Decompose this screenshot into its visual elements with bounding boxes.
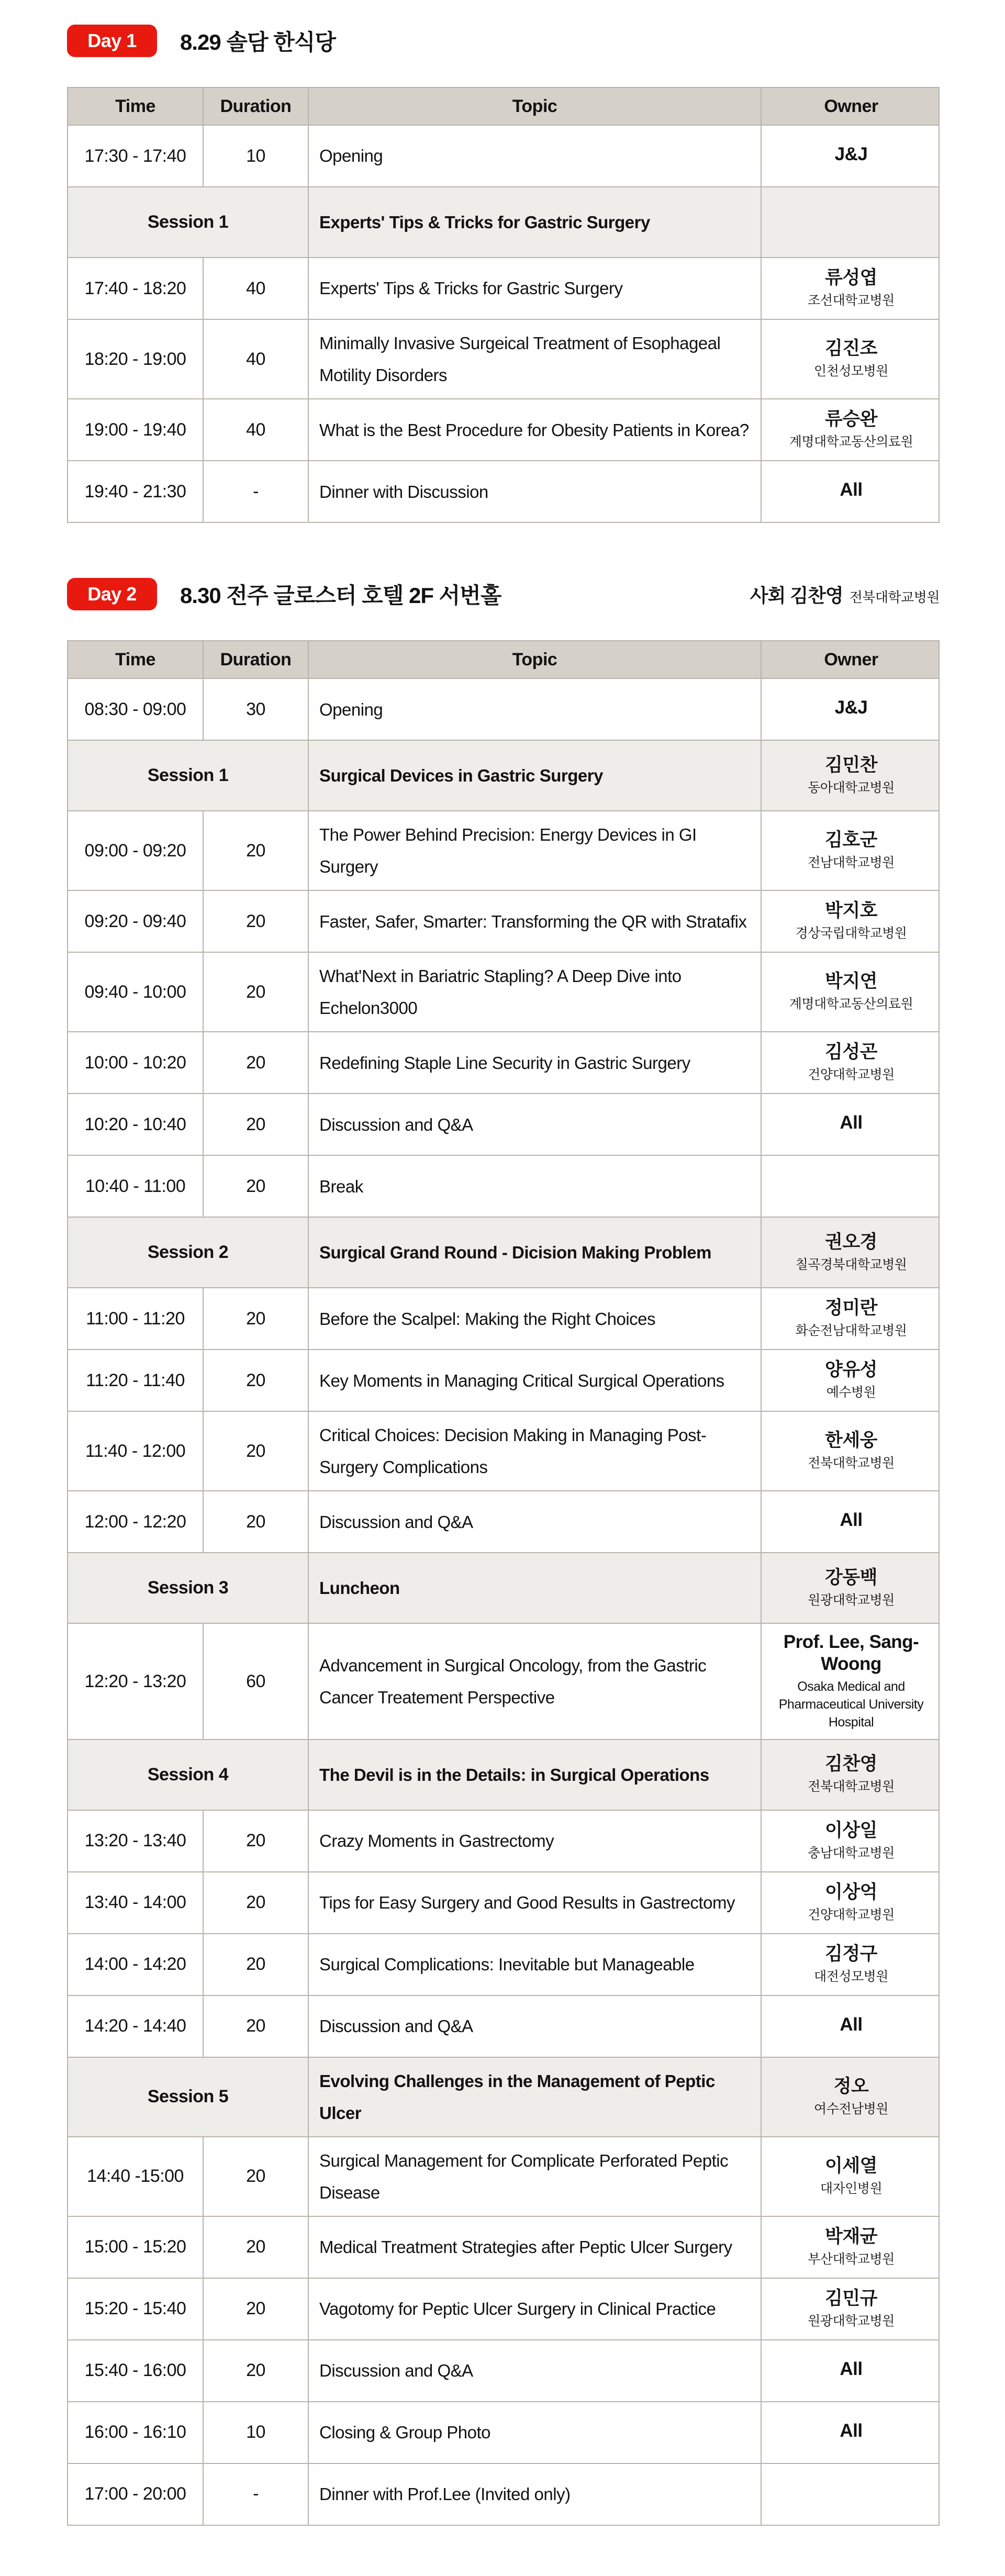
owner-hospital: 화순전남대학교병원: [795, 1323, 907, 1339]
topic-cell: Vagotomy for Peptic Ulcer Surgery in Clinical Practice: [308, 2279, 761, 2339]
owner-name: Prof. Lee, Sang-Woong: [783, 1632, 919, 1675]
owner-cell: [761, 1740, 941, 1810]
owner-name: All: [840, 479, 863, 500]
session-label-cell: Session 1: [147, 212, 229, 232]
time-cell: 09:00 - 09:20: [84, 840, 186, 861]
duration-cell: 30: [203, 679, 308, 740]
agenda-page: [0, 24, 1005, 2526]
owner-name: 이상억: [825, 1881, 877, 1902]
owner-hospital: 계명대학교동산의료원: [789, 997, 913, 1012]
session-topic-cell: The Devil is in the Details: in Surgical Operations: [308, 1740, 761, 1810]
owner-name: 박재균: [825, 2226, 877, 2247]
table-row: [68, 2216, 939, 2278]
table-row: [68, 2339, 939, 2401]
session-label-cell: Session 3: [147, 1578, 229, 1598]
duration-cell: 20: [203, 1156, 308, 1217]
owner-hospital: 전남대학교병원: [808, 855, 895, 871]
owner-hospital: 충남대학교병원: [808, 1845, 895, 1860]
owner-cell: [761, 2464, 941, 2525]
topic-cell: Crazy Moments in Gastrectomy: [308, 1811, 761, 1871]
time-cell: 19:00 - 19:40: [84, 419, 186, 440]
duration-cell: -: [203, 461, 308, 522]
owner-name: 박지연: [825, 971, 877, 992]
duration-cell: -: [203, 2464, 308, 2525]
time-cell: 15:20 - 15:40: [84, 2299, 186, 2319]
time-cell: 10:40 - 11:00: [85, 1176, 186, 1196]
time-cell: 11:20 - 11:40: [86, 1370, 185, 1390]
owner-cell: [761, 1811, 941, 1871]
moderator-hospital: 전북대학교병원: [849, 589, 940, 605]
table-row: [68, 1490, 939, 1552]
owner-name: 양유성: [825, 1359, 877, 1380]
owner-cell: [761, 2402, 941, 2463]
owner-name: J&J: [834, 697, 868, 718]
moderator-name: 사회 김찬영: [750, 584, 843, 606]
session-row: [68, 1552, 939, 1623]
duration-cell: 20: [203, 2279, 308, 2339]
owner-cell: [761, 1553, 941, 1623]
duration-cell: 20: [203, 2340, 308, 2401]
owner-name: 김진조: [825, 338, 877, 359]
table-row: [68, 890, 939, 952]
time-cell: 08:30 - 09:00: [84, 699, 186, 719]
topic-cell: Tips for Easy Surgery and Good Results in Gastrectomy: [308, 1872, 761, 1933]
duration-cell: 40: [203, 399, 308, 460]
time-cell: 16:00 - 16:10: [84, 2422, 186, 2443]
owner-name: 강동백: [825, 1567, 877, 1588]
topic-cell: Opening: [308, 126, 761, 186]
owner-name: 이상일: [825, 1820, 877, 1841]
day-2-header: [67, 577, 940, 611]
session-topic-cell: Experts' Tips & Tricks for Gastric Surgery: [308, 187, 761, 257]
table-row: [68, 1411, 939, 1490]
topic-cell: Dinner with Discussion: [308, 461, 761, 522]
table-row: [68, 1995, 939, 2057]
session-row: [68, 740, 939, 810]
owner-cell: [761, 1624, 941, 1738]
session-row: [68, 1217, 939, 1287]
owner-cell: [761, 891, 941, 952]
owner-hospital: 건양대학교병원: [808, 1907, 895, 1922]
owner-name: 박지호: [825, 900, 877, 921]
time-cell: 17:00 - 20:00: [84, 2484, 186, 2504]
day-2-schedule-table: [67, 640, 940, 2526]
topic-cell: Surgical Complications: Inevitable but Manageable: [308, 1934, 761, 1995]
topic-cell: Surgical Management for Complicate Perforated Peptic Disease: [308, 2137, 761, 2216]
owner-cell: [761, 2137, 941, 2216]
time-cell: 12:20 - 13:20: [84, 1671, 186, 1691]
owner-cell: [761, 1350, 941, 1411]
owner-hospital: 원광대학교병원: [808, 2313, 895, 2328]
owner-name: 김성곤: [825, 1042, 877, 1063]
table-row: [68, 1871, 939, 1933]
session-label-cell: Session 1: [147, 765, 229, 786]
owner-name: All: [840, 2420, 863, 2441]
owner-hospital: 예수병원: [826, 1385, 876, 1400]
topic-cell: Redefining Staple Line Security in Gastric Surgery: [308, 1032, 761, 1093]
table-row: [68, 1155, 939, 1217]
owner-cell: [761, 399, 941, 460]
time-cell: 09:20 - 09:40: [84, 911, 186, 931]
time-cell: 14:40 -15:00: [87, 2166, 184, 2187]
day-1-title: 8.29 솔담 한식당: [180, 30, 336, 54]
time-cell: 09:40 - 10:00: [84, 982, 186, 1002]
table-row: [68, 952, 939, 1031]
time-cell: 12:00 - 12:20: [84, 1511, 186, 1532]
time-cell: 10:00 - 10:20: [84, 1052, 186, 1073]
duration-cell: 20: [203, 1811, 308, 1871]
owner-cell: [761, 1996, 941, 2057]
duration-cell: 20: [203, 1350, 308, 1411]
table-row: [68, 1349, 939, 1411]
time-cell: 13:20 - 13:40: [84, 1831, 186, 1851]
table-header: [68, 88, 939, 125]
table-row: [68, 1031, 939, 1093]
topic-cell: What is the Best Procedure for Obesity Patients in Korea?: [308, 399, 761, 460]
owner-hospital: 칠곡경북대학교병원: [795, 1257, 907, 1272]
table-row: [68, 257, 939, 319]
table-row: [68, 2136, 939, 2216]
duration-cell: 20: [203, 1934, 308, 1995]
table-row: [68, 2463, 939, 2525]
duration-cell: 20: [203, 1288, 308, 1349]
owner-cell: [761, 1288, 941, 1349]
topic-cell: Closing & Group Photo: [308, 2402, 761, 2463]
owner-cell: [761, 953, 941, 1031]
owner-name: 김호군: [825, 830, 877, 851]
owner-cell: [761, 1412, 941, 1490]
owner-cell: [761, 1032, 941, 1093]
topic-cell: Critical Choices: Decision Making in Managing Post-Surgery Complications: [308, 1412, 761, 1490]
column-header-time: Time: [115, 96, 155, 116]
duration-cell: 20: [203, 1412, 308, 1490]
topic-cell: Before the Scalpel: Making the Right Choices: [308, 1288, 761, 1349]
time-cell: 17:40 - 18:20: [84, 278, 186, 298]
topic-cell: Minimally Invasive Surgeical Treatment of Esophageal Motility Disorders: [308, 320, 761, 398]
table-row: [68, 2401, 939, 2463]
owner-cell: [761, 1934, 941, 1995]
duration-cell: 40: [203, 258, 308, 319]
duration-cell: 20: [203, 953, 308, 1031]
table-row: [68, 810, 939, 890]
owner-hospital: 경상국립대학교병원: [795, 926, 907, 941]
owner-cell: [761, 187, 941, 257]
owner-cell: [761, 1491, 941, 1552]
table-row: [68, 2278, 939, 2339]
column-header-time: Time: [115, 649, 155, 670]
topic-cell: Medical Treatment Strategies after Peptic Ulcer Surgery: [308, 2217, 761, 2278]
day-2-section: [67, 577, 940, 2526]
duration-cell: 20: [203, 1094, 308, 1155]
table-header: [68, 641, 939, 678]
day-1-section: [67, 24, 940, 523]
topic-cell: Discussion and Q&A: [308, 1094, 761, 1155]
owner-name: 김찬영: [825, 1754, 877, 1775]
topic-cell: The Power Behind Precision: Energy Devices in GI Surgery: [308, 811, 761, 890]
session-label-cell: Session 4: [147, 1764, 229, 1785]
column-header-duration: Duration: [203, 88, 308, 125]
column-header-owner: Owner: [761, 88, 941, 125]
owner-hospital: 계명대학교동산의료원: [789, 434, 913, 450]
column-header-duration: Duration: [203, 641, 308, 678]
duration-cell: 20: [203, 811, 308, 890]
table-row: [68, 319, 939, 398]
table-body: [68, 125, 939, 522]
owner-cell: [761, 2217, 941, 2278]
owner-cell: [761, 1218, 941, 1287]
owner-name: 김민찬: [825, 754, 877, 775]
owner-name: 한세웅: [825, 1430, 877, 1451]
owner-name: All: [840, 2014, 863, 2035]
topic-cell: What'Next in Bariatric Stapling? A Deep Dive into Echelon3000: [308, 953, 761, 1031]
owner-name: All: [840, 2358, 863, 2379]
owner-cell: [761, 811, 941, 890]
time-cell: 13:40 - 14:00: [84, 1892, 186, 1913]
owner-name: 류승완: [825, 409, 877, 430]
column-header-owner: Owner: [761, 641, 941, 678]
time-cell: 11:00 - 11:20: [86, 1308, 185, 1329]
time-cell: 19:40 - 21:30: [84, 481, 186, 501]
duration-cell: 20: [203, 1996, 308, 2057]
owner-name: 류성엽: [825, 267, 877, 288]
time-cell: 14:00 - 14:20: [84, 1954, 186, 1975]
session-topic-cell: Evolving Challenges in the Management of Peptic Ulcer: [308, 2058, 761, 2136]
owner-hospital: 인천성모병원: [814, 364, 888, 379]
duration-cell: 20: [203, 1032, 308, 1093]
topic-cell: Break: [308, 1156, 761, 1217]
owner-hospital: 여수전남병원: [814, 2101, 888, 2116]
time-cell: 14:20 - 14:40: [84, 2016, 186, 2036]
moderator-note: [750, 581, 940, 608]
time-cell: 15:40 - 16:00: [84, 2360, 186, 2381]
table-row: [68, 1810, 939, 1871]
topic-cell: Advancement in Surgical Oncology, from the Gastric Cancer Treatement Perspective: [308, 1624, 761, 1738]
duration-cell: 10: [203, 2402, 308, 2463]
duration-cell: 20: [203, 2217, 308, 2278]
owner-hospital: 전북대학교병원: [808, 1779, 895, 1794]
table-row: [68, 1623, 939, 1738]
table-row: [68, 398, 939, 460]
table-row: [68, 1287, 939, 1349]
topic-cell: Dinner with Prof.Lee (Invited only): [308, 2464, 761, 2525]
owner-name: 권오경: [825, 1231, 877, 1252]
owner-hospital: 원광대학교병원: [808, 1593, 895, 1608]
owner-name: J&J: [834, 144, 868, 164]
owner-hospital: 전북대학교병원: [808, 1456, 895, 1471]
owner-cell: [761, 1872, 941, 1933]
topic-cell: Discussion and Q&A: [308, 2340, 761, 2401]
owner-cell: [761, 1156, 941, 1217]
owner-hospital: Osaka Medical and Pharmaceutical University Hospital: [778, 1679, 924, 1730]
table-row: [68, 1933, 939, 1995]
owner-cell: [761, 320, 941, 398]
topic-cell: Discussion and Q&A: [308, 1996, 761, 2057]
session-topic-cell: Surgical Devices in Gastric Surgery: [308, 741, 761, 810]
topic-cell: Faster, Safer, Smarter: Transforming the QR with Stratafix: [308, 891, 761, 952]
day-1-header: [67, 24, 940, 58]
duration-cell: 10: [203, 126, 308, 186]
owner-hospital: 조선대학교병원: [808, 293, 895, 308]
session-row: [68, 1739, 939, 1810]
time-cell: 18:20 - 19:00: [84, 349, 186, 369]
duration-cell: 20: [203, 1872, 308, 1933]
topic-cell: Experts' Tips & Tricks for Gastric Surgery: [308, 258, 761, 319]
owner-hospital: 대전성모병원: [814, 1969, 888, 1984]
owner-name: 이세열: [825, 2155, 877, 2176]
column-header-topic: Topic: [308, 641, 761, 678]
owner-hospital: 건양대학교병원: [808, 1067, 895, 1083]
day-2-badge: Day 2: [67, 578, 157, 610]
session-label-cell: Session 5: [147, 2087, 229, 2107]
table-row: [68, 1093, 939, 1155]
owner-cell: [761, 2340, 941, 2401]
session-row: [68, 2057, 939, 2136]
table-row: [68, 125, 939, 186]
owner-hospital: 동아대학교병원: [808, 780, 895, 795]
owner-hospital: 부산대학교병원: [808, 2251, 895, 2267]
duration-cell: 20: [203, 2137, 308, 2216]
table-row: [68, 460, 939, 522]
table-body: [68, 678, 939, 2525]
owner-cell: [761, 2058, 941, 2136]
time-cell: 10:20 - 10:40: [84, 1114, 186, 1134]
owner-cell: [761, 258, 941, 319]
owner-name: All: [840, 1510, 863, 1531]
owner-cell: [761, 2279, 941, 2339]
session-label-cell: Session 2: [147, 1242, 229, 1263]
duration-cell: 20: [203, 1491, 308, 1552]
time-cell: 15:00 - 15:20: [84, 2237, 186, 2257]
owner-cell: [761, 461, 941, 522]
owner-cell: [761, 126, 941, 186]
topic-cell: Key Moments in Managing Critical Surgical Operations: [308, 1350, 761, 1411]
owner-name: 김민규: [825, 2288, 877, 2309]
session-topic-cell: Luncheon: [308, 1553, 761, 1623]
time-cell: 11:40 - 12:00: [85, 1441, 186, 1461]
table-row: [68, 678, 939, 740]
day-1-schedule-table: [67, 87, 940, 523]
topic-cell: Discussion and Q&A: [308, 1491, 761, 1552]
duration-cell: 60: [203, 1624, 308, 1738]
duration-cell: 40: [203, 320, 308, 398]
column-header-topic: Topic: [308, 88, 761, 125]
owner-cell: [761, 1094, 941, 1155]
owner-name: 김정구: [825, 1943, 877, 1964]
owner-name: 정미란: [825, 1298, 877, 1319]
owner-name: 정오: [833, 2076, 869, 2097]
owner-name: All: [840, 1112, 863, 1133]
duration-cell: 20: [203, 891, 308, 952]
topic-cell: Opening: [308, 679, 761, 740]
day-1-badge: Day 1: [67, 25, 157, 57]
session-topic-cell: Surgical Grand Round - Dicision Making Problem: [308, 1218, 761, 1287]
day-2-title: 8.30 전주 글로스터 호텔 2F 서번홀: [180, 583, 501, 608]
session-row: [68, 186, 939, 257]
time-cell: 17:30 - 17:40: [84, 146, 186, 166]
owner-hospital: 대자인병원: [820, 2181, 883, 2196]
owner-cell: [761, 679, 941, 740]
owner-cell: [761, 741, 941, 810]
